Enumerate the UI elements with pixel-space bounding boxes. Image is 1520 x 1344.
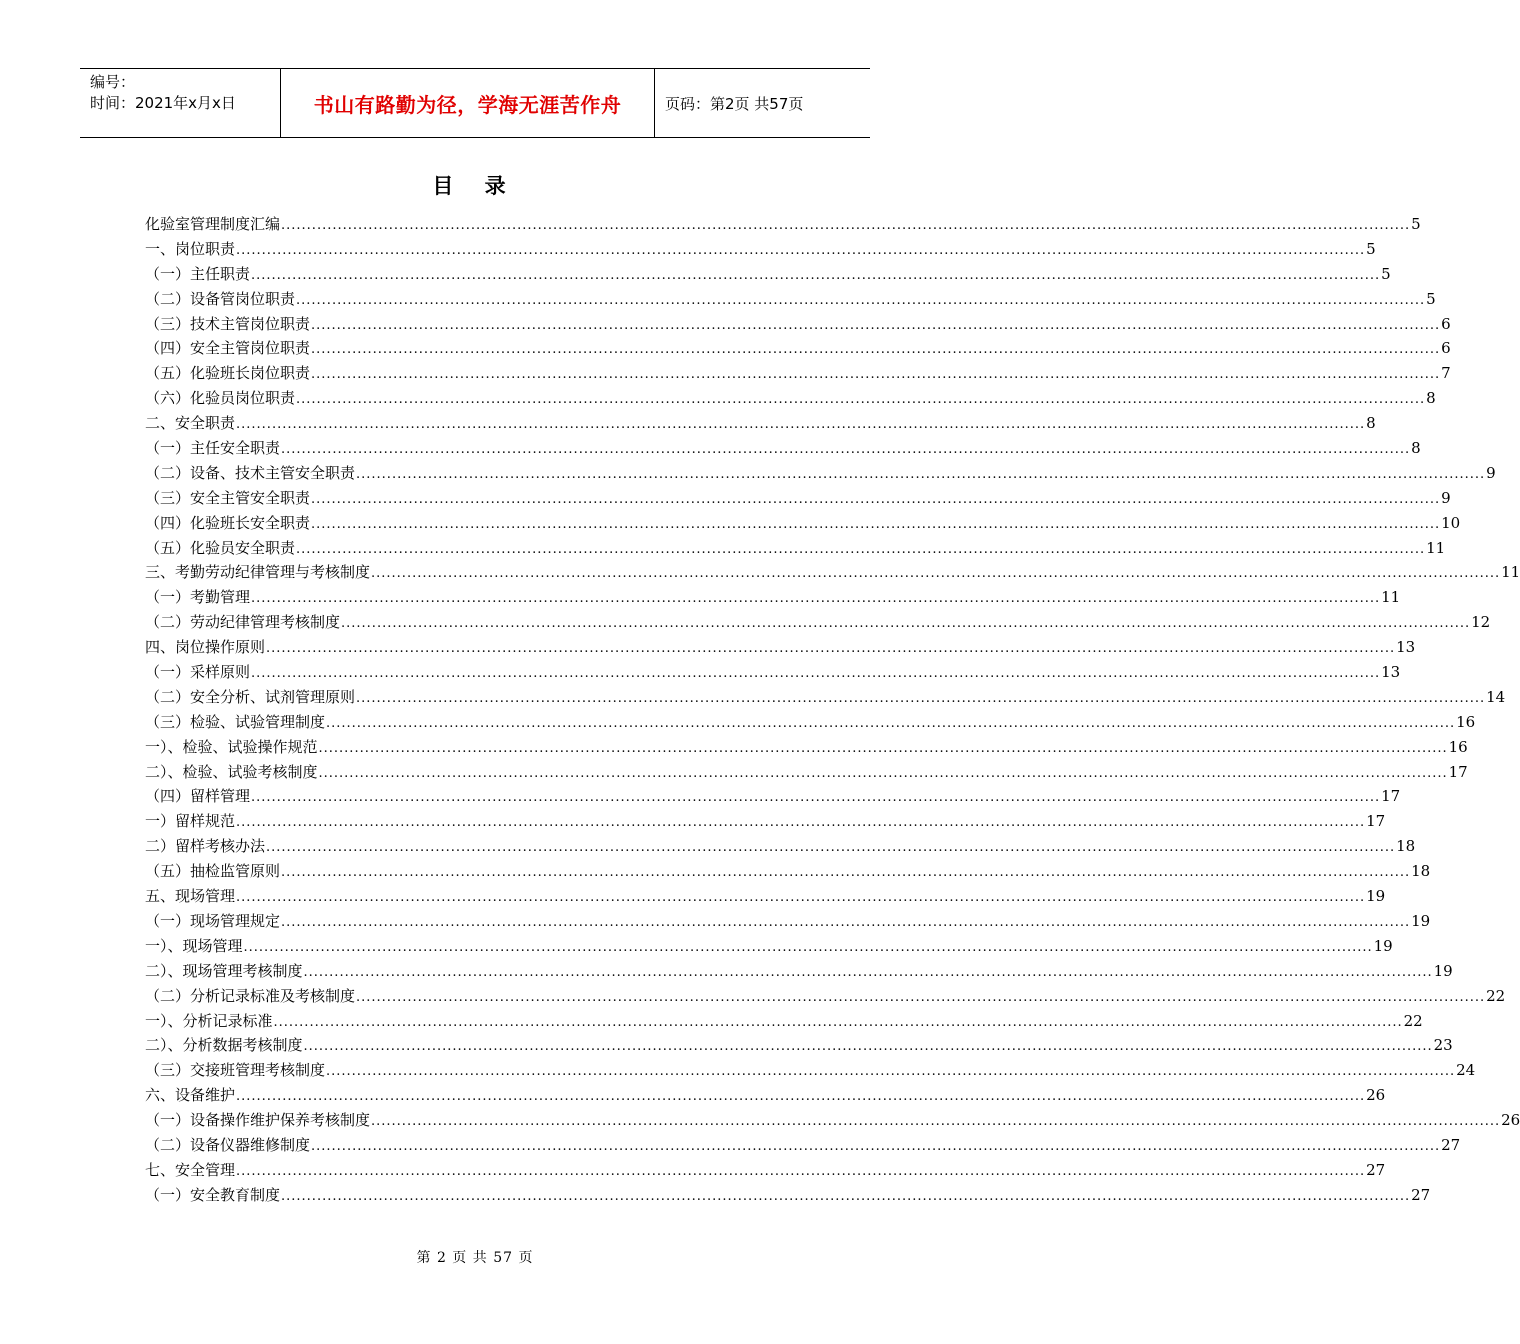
toc-entry[interactable]	[145, 834, 1416, 859]
toc-entry-label: （一）主任安全职责	[145, 439, 281, 458]
toc-entry-page: 17	[1448, 762, 1468, 781]
toc-leader-dots: ............................................................................................................................................................................................................................	[296, 392, 1426, 408]
toc-leader-dots: ............................................................................................................................................................................................................................	[236, 1089, 1366, 1105]
toc-leader-dots: ............................................................................................................................................................................................................................	[266, 840, 1396, 856]
toc-entry[interactable]	[145, 1033, 1453, 1058]
toc-entry-label: 五、现场管理	[145, 887, 236, 906]
toc-entry-page: 19	[1373, 936, 1393, 955]
toc-entry-page: 18	[1411, 862, 1431, 881]
toc-leader-dots: ............................................................................................................................................................................................................................	[236, 1163, 1366, 1179]
toc-entry[interactable]	[145, 685, 1506, 710]
toc-entry[interactable]	[145, 809, 1386, 834]
toc-leader-dots: ............................................................................................................................................................................................................................	[311, 342, 1441, 358]
toc-entry-label: （四）留样管理	[145, 787, 251, 806]
toc-entry-page: 27	[1366, 1160, 1386, 1179]
toc-entry-label: （五）化验班长岗位职责	[145, 364, 311, 383]
toc-leader-dots: ............................................................................................................................................................................................................................	[356, 466, 1486, 482]
toc-entry-label: （二）设备管岗位职责	[145, 289, 296, 308]
toc-leader-dots: ............................................................................................................................................................................................................................	[243, 939, 1373, 955]
toc-entry[interactable]	[145, 610, 1491, 635]
toc-leader-dots: ............................................................................................................................................................................................................................	[296, 541, 1426, 557]
toc-leader-dots: ............................................................................................................................................................................................................................	[311, 367, 1441, 383]
toc-entry-label: （三）交接班管理考核制度	[145, 1061, 326, 1080]
toc-entry-label: （四）安全主管岗位职责	[145, 339, 311, 358]
toc-entry[interactable]	[145, 984, 1506, 1009]
toc-entry-page: 5	[1411, 215, 1421, 233]
toc-entry[interactable]	[145, 660, 1401, 685]
toc-entry-page: 19	[1411, 911, 1431, 930]
toc-entry-page: 13	[1381, 663, 1401, 682]
toc-leader-dots: ............................................................................................................................................................................................................................	[236, 890, 1366, 906]
toc-leader-dots: ............................................................................................................................................................................................................................	[318, 740, 1448, 756]
serial-label: 编号：	[90, 73, 136, 91]
toc-entry-label: （四）化验班长安全职责	[145, 513, 311, 532]
toc-entry-label: （二）设备、技术主管安全职责	[145, 463, 356, 482]
toc-entry[interactable]	[145, 287, 1436, 312]
toc-entry-page: 16	[1456, 712, 1476, 731]
toc-entry-label: （六）化验员岗位职责	[145, 389, 296, 408]
toc-entry-label: 二）、分析数据考核制度	[145, 1036, 303, 1055]
toc-entry[interactable]	[145, 461, 1496, 486]
toc-entry[interactable]	[145, 635, 1416, 660]
toc-leader-dots: ............................................................................................................................................................................................................................	[266, 641, 1396, 657]
toc-entry[interactable]	[145, 1133, 1461, 1158]
toc-entry-page: 13	[1396, 638, 1416, 657]
toc-entry-page: 5	[1366, 239, 1376, 258]
toc-entry[interactable]	[145, 436, 1421, 461]
toc-entry-page: 8	[1366, 414, 1376, 433]
toc-entry-label: 四、岗位操作原则	[145, 638, 266, 657]
header-motto: 书山有路勤为径，学海无涯苦作舟	[281, 69, 655, 137]
toc-entry[interactable]	[145, 884, 1386, 909]
toc-entry-label: （一）安全教育制度	[145, 1185, 281, 1204]
toc-entry-page: 5	[1381, 264, 1391, 283]
toc-leader-dots: ............................................................................................................................................................................................................................	[281, 914, 1411, 930]
toc-entry-label: （二）设备仪器维修制度	[145, 1135, 311, 1154]
toc-entry-page: 17	[1366, 812, 1386, 831]
toc-leader-dots: ............................................................................................................................................................................................................................	[311, 516, 1441, 532]
toc-entry-page: 23	[1433, 1036, 1453, 1055]
toc-entry-label: 七、安全管理	[145, 1160, 236, 1179]
toc-entry-page: 27	[1411, 1185, 1431, 1204]
toc-entry[interactable]	[145, 959, 1453, 984]
toc-entry[interactable]	[145, 386, 1436, 411]
toc-leader-dots: ............................................................................................................................................................................................................................	[296, 292, 1426, 308]
toc-entry[interactable]	[145, 411, 1376, 436]
toc-entry-page: 26	[1366, 1086, 1386, 1105]
toc-leader-dots: ............................................................................................................................................................................................................................	[236, 815, 1366, 831]
toc-entry-label: 六、设备维护	[145, 1086, 236, 1105]
toc-leader-dots: ............................................................................................................................................................................................................................	[303, 964, 1433, 980]
toc-entry-page: 9	[1486, 463, 1496, 482]
toc-entry[interactable]	[145, 1058, 1476, 1083]
toc-leader-dots: ............................................................................................................................................................................................................................	[326, 715, 1456, 731]
toc-entry-label: （三）安全主管安全职责	[145, 488, 311, 507]
toc-entry[interactable]	[145, 336, 1451, 361]
toc-entry[interactable]	[145, 710, 1476, 735]
toc-entry-label: 一）、现场管理	[145, 936, 243, 955]
toc-leader-dots: ............................................................................................................................................................................................................................	[341, 616, 1471, 632]
toc-leader-dots: ............................................................................................................................................................................................................................	[356, 690, 1486, 706]
toc-entry-label: 一、岗位职责	[145, 239, 236, 258]
toc-leader-dots: ............................................................................................................................................................................................................................	[281, 442, 1411, 458]
toc-entry[interactable]	[145, 760, 1468, 785]
toc-entry[interactable]	[145, 1108, 1520, 1133]
toc-leader-dots: ............................................................................................................................................................................................................................	[281, 1188, 1411, 1204]
toc-entry-label: （三）检验、试验管理制度	[145, 712, 326, 731]
toc-entry-label: 化验室管理制度汇编	[145, 215, 281, 233]
toc-entry-page: 5	[1426, 289, 1436, 308]
toc-leader-dots: ............................................................................................................................................................................................................................	[371, 566, 1501, 582]
toc-entry-page: 18	[1396, 837, 1416, 856]
toc-entry-page: 24	[1456, 1061, 1476, 1080]
toc-entry-label: 二）、检验、试验考核制度	[145, 762, 318, 781]
toc-entry-page: 11	[1426, 538, 1446, 557]
toc-leader-dots: ............................................................................................................................................................................................................................	[236, 242, 1366, 258]
toc-leader-dots: ............................................................................................................................................................................................................................	[311, 491, 1441, 507]
toc-leader-dots: ............................................................................................................................................................................................................................	[251, 267, 1381, 283]
toc-entry-page: 16	[1448, 737, 1468, 756]
toc-entry-page: 22	[1486, 986, 1506, 1005]
toc-entry-page: 8	[1411, 439, 1421, 458]
toc-entry[interactable]	[145, 909, 1431, 934]
toc-entry-page: 26	[1501, 1111, 1520, 1130]
page-header	[80, 68, 870, 138]
toc-entry[interactable]	[145, 859, 1431, 884]
toc-entry-label: 一）、检验、试验操作规范	[145, 737, 318, 756]
toc-entry-label: 一）留样规范	[145, 812, 236, 831]
toc-entry[interactable]	[145, 212, 1421, 237]
toc-entry[interactable]	[145, 511, 1461, 536]
toc-entry[interactable]	[145, 262, 1391, 287]
toc-entry-label: （一）现场管理规定	[145, 911, 281, 930]
toc-leader-dots: ............................................................................................................................................................................................................................	[356, 989, 1486, 1005]
toc-entry[interactable]	[145, 312, 1451, 337]
toc-entry-page: 19	[1433, 961, 1453, 980]
toc-leader-dots: ............................................................................................................................................................................................................................	[311, 317, 1441, 333]
toc-leader-dots: ............................................................................................................................................................................................................................	[273, 1014, 1403, 1030]
toc-entry-page: 22	[1403, 1011, 1423, 1030]
toc-entry-page: 27	[1441, 1135, 1461, 1154]
toc-entry-page: 11	[1381, 588, 1401, 607]
toc-leader-dots: ............................................................................................................................................................................................................................	[303, 1039, 1433, 1055]
toc-entry[interactable]	[145, 1183, 1431, 1208]
toc-entry[interactable]	[145, 735, 1468, 760]
toc-leader-dots: ............................................................................................................................................................................................................................	[281, 218, 1411, 233]
toc-leader-dots: ............................................................................................................................................................................................................................	[326, 1064, 1456, 1080]
toc-entry-page: 19	[1366, 887, 1386, 906]
toc-title: 目 录	[432, 174, 518, 198]
toc-entry-page: 7	[1441, 364, 1451, 383]
toc-entry-label: 三、考勤劳动纪律管理与考核制度	[145, 563, 371, 582]
toc-leader-dots: ............................................................................................................................................................................................................................	[311, 1138, 1441, 1154]
toc-entry-page: 8	[1426, 389, 1436, 408]
header-page-info: 页码：第2页 共57页	[665, 94, 804, 113]
toc-entry[interactable]	[145, 361, 1451, 386]
toc-entry[interactable]	[145, 934, 1393, 959]
toc-entry-page: 11	[1501, 563, 1520, 582]
header-meta	[80, 69, 281, 137]
toc-entry-page: 6	[1441, 339, 1451, 358]
toc-entry-label: （一）设备操作维护保养考核制度	[145, 1111, 371, 1130]
toc-entry[interactable]	[145, 1083, 1386, 1108]
toc-entry-label: （五）抽检监管原则	[145, 862, 281, 881]
page-footer: 第 2 页 共 57 页	[416, 1250, 534, 1266]
toc-entry-page: 9	[1441, 488, 1451, 507]
toc-entry-label: 一）、分析记录标准	[145, 1011, 273, 1030]
toc-leader-dots: ............................................................................................................................................................................................................................	[251, 591, 1381, 607]
toc-entry[interactable]	[145, 237, 1376, 262]
toc-entry-page: 17	[1381, 787, 1401, 806]
toc-entry-page: 12	[1471, 613, 1491, 632]
toc-entry[interactable]	[145, 585, 1401, 610]
toc-entry-label: （一）主任职责	[145, 264, 251, 283]
toc-entry[interactable]	[145, 486, 1451, 511]
toc-entry-label: （二）安全分析、试剂管理原则	[145, 687, 356, 706]
toc-leader-dots: ............................................................................................................................................................................................................................	[371, 1114, 1501, 1130]
toc-entry-label: （二）劳动纪律管理考核制度	[145, 613, 341, 632]
time-label: 时间：2021年x月x日	[90, 94, 236, 112]
toc-entry-label: 二、安全职责	[145, 414, 236, 433]
toc-entry-page: 10	[1441, 513, 1461, 532]
toc-entry[interactable]	[145, 536, 1446, 561]
toc-entry-label: （五）化验员安全职责	[145, 538, 296, 557]
toc-entry-page: 14	[1486, 687, 1506, 706]
table-of-contents	[145, 212, 1520, 1208]
toc-entry[interactable]	[145, 784, 1401, 809]
toc-entry[interactable]	[145, 1009, 1423, 1034]
toc-entry-label: （一）考勤管理	[145, 588, 251, 607]
toc-entry[interactable]	[145, 1158, 1386, 1183]
toc-entry[interactable]	[145, 560, 1520, 585]
toc-leader-dots: ............................................................................................................................................................................................................................	[281, 865, 1411, 881]
toc-entry-label: （一）采样原则	[145, 663, 251, 682]
toc-entry-label: 二）留样考核办法	[145, 837, 266, 856]
toc-entry-label: （三）技术主管岗位职责	[145, 314, 311, 333]
toc-leader-dots: ............................................................................................................................................................................................................................	[236, 417, 1366, 433]
toc-leader-dots: ............................................................................................................................................................................................................................	[251, 666, 1381, 682]
toc-leader-dots: ............................................................................................................................................................................................................................	[318, 765, 1448, 781]
toc-entry-label: （二）分析记录标准及考核制度	[145, 986, 356, 1005]
toc-entry-page: 6	[1441, 314, 1451, 333]
toc-leader-dots: ............................................................................................................................................................................................................................	[251, 790, 1381, 806]
toc-entry-label: 二）、现场管理考核制度	[145, 961, 303, 980]
